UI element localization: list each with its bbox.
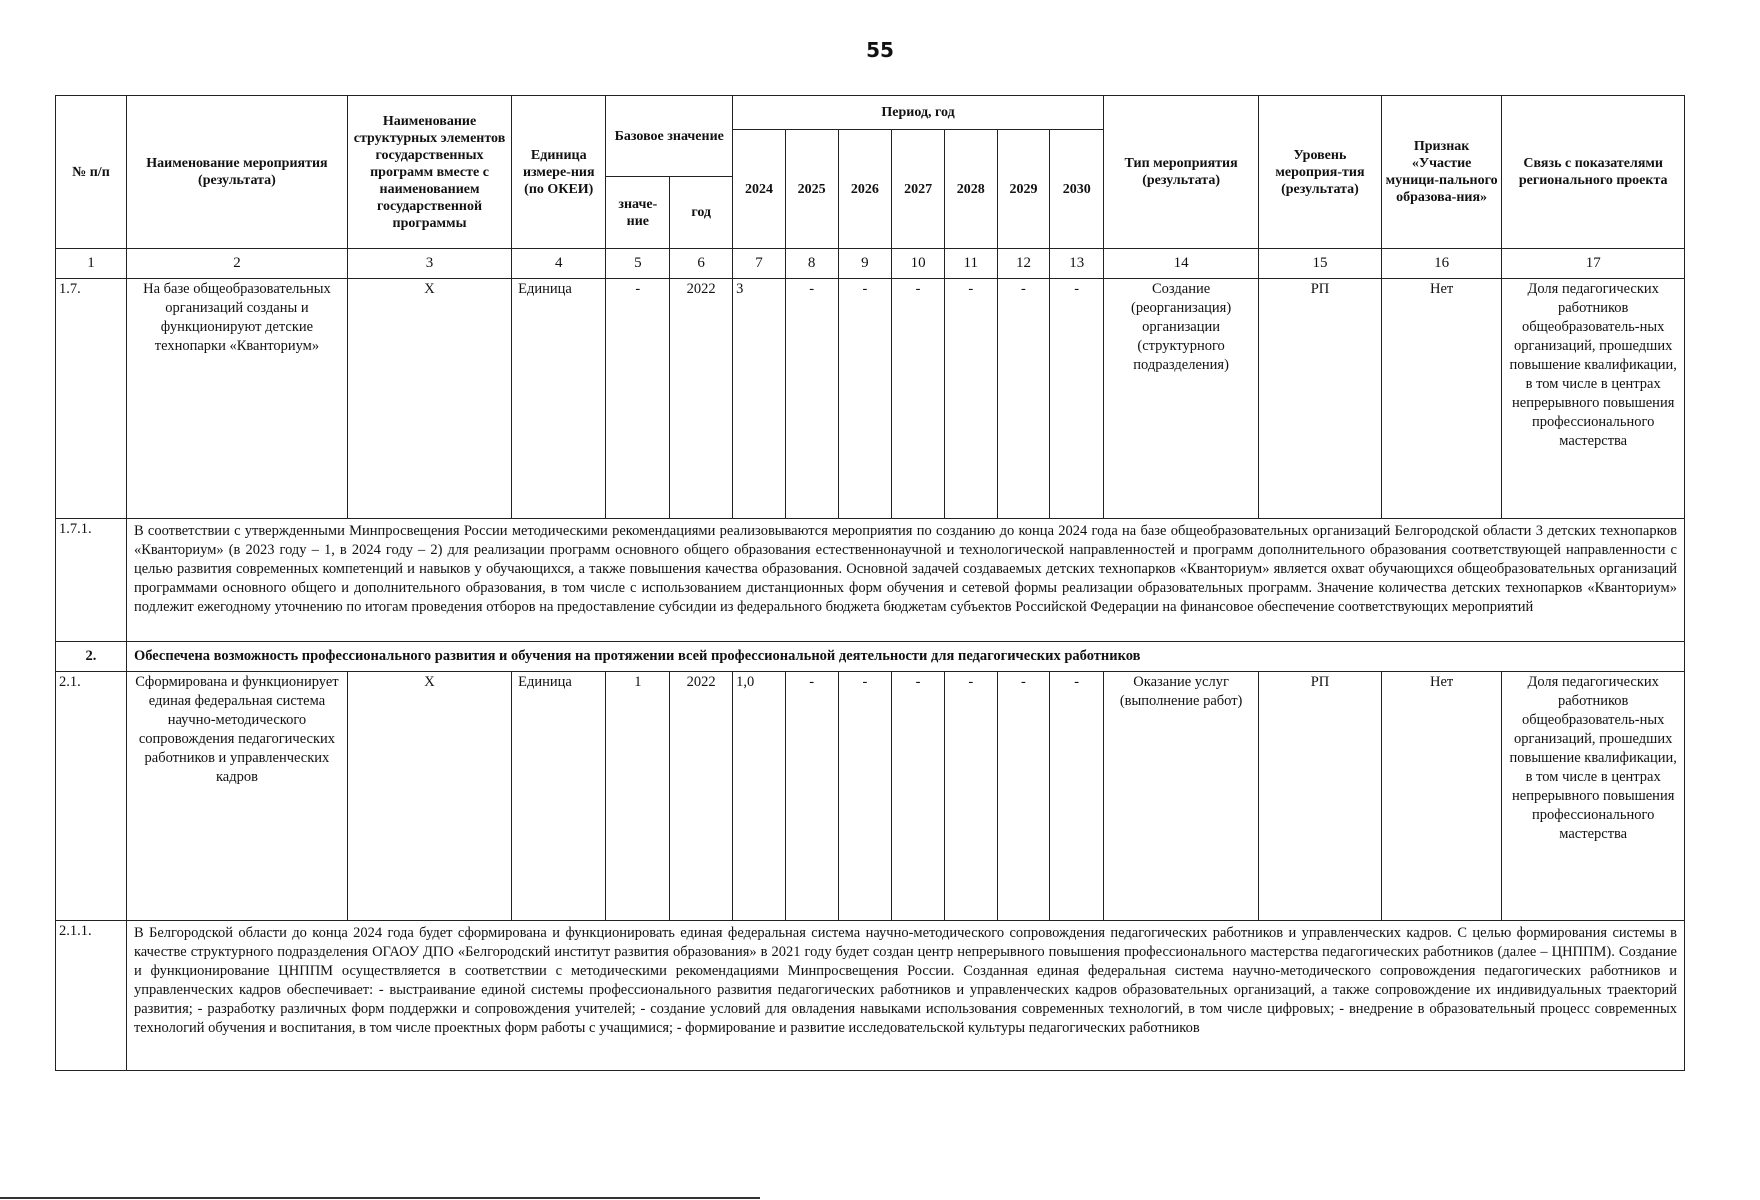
header-base-value: значе-ние: [606, 177, 670, 249]
header-year: 2026: [838, 130, 892, 249]
base-value-cell: 1: [606, 672, 670, 921]
level-cell: РП: [1259, 279, 1382, 519]
section-row-2: [56, 642, 1685, 672]
header-link: Связь с показателями регионального проекта: [1502, 96, 1685, 249]
column-number: 10: [892, 249, 945, 279]
column-number: 16: [1381, 249, 1502, 279]
base-year-cell: 2022: [670, 672, 733, 921]
table-row-1-7: [56, 279, 1685, 519]
column-number: 11: [944, 249, 997, 279]
year-value-cell: 1,0: [733, 672, 786, 921]
header-elements: Наименование структурных элементов государственных программ вместе с наименованием государственной программы: [347, 96, 511, 249]
activity-name: Сформирована и функционирует единая федеральная система научно-методического сопровождения педагогических работников и управленческих кадров: [126, 672, 347, 921]
column-number: 15: [1259, 249, 1382, 279]
year-value-cell: -: [892, 672, 945, 921]
header-num: № п/п: [56, 96, 127, 249]
column-number: 7: [733, 249, 786, 279]
column-number: 4: [512, 249, 606, 279]
column-number: 3: [347, 249, 511, 279]
column-number: 12: [997, 249, 1050, 279]
header-year: 2024: [733, 130, 786, 249]
table-row-2-1-1: [56, 921, 1685, 1071]
year-value-cell: -: [785, 279, 838, 519]
year-value-cell: -: [838, 279, 892, 519]
row-number: 2.1.1.: [56, 921, 127, 1071]
year-value-cell: -: [944, 672, 997, 921]
table-row-2-1: [56, 672, 1685, 921]
base-value-cell: -: [606, 279, 670, 519]
link-cell: Доля педагогических работников общеобразователь-ных организаций, прошедших повышение квалификации, в том числе в центрах непрерывного повышения профессионального мастерства: [1502, 279, 1685, 519]
header-municipal: Признак «Участие муници-пального образова-ния»: [1381, 96, 1502, 249]
column-number: 17: [1502, 249, 1685, 279]
column-number: 13: [1050, 249, 1104, 279]
year-value-cell: -: [997, 279, 1050, 519]
link-cell: Доля педагогических работников общеобразователь-ных организаций, прошедших повышение квалификации, в том числе в центрах непрерывного повышения профессионального мастерства: [1502, 672, 1685, 921]
year-value-cell: -: [785, 672, 838, 921]
row-number: 2.1.: [56, 672, 127, 921]
column-number-row: [56, 249, 1685, 279]
header-unit: Единица измере-ния (по ОКЕИ): [512, 96, 606, 249]
column-number: 9: [838, 249, 892, 279]
year-value-cell: -: [838, 672, 892, 921]
header-base: Базовое значение: [606, 96, 733, 177]
row-number: 1.7.: [56, 279, 127, 519]
header-year: 2028: [944, 130, 997, 249]
type-cell: Создание (реорганизация) организации (структурного подразделения): [1104, 279, 1259, 519]
column-number: 1: [56, 249, 127, 279]
base-year-cell: 2022: [670, 279, 733, 519]
page-number: 55: [866, 38, 894, 62]
header-base-year: год: [670, 177, 733, 249]
description-text: В соответствии с утвержденными Минпросвещения России методическими рекомендациями реализовываются мероприятия по созданию до конца 2024 года на базе общеобразовательных организаций Белгородской области 3 детских технопарков «Кванториум» (в 2023 году – 1, в 2024 году – 2) для реализации программ основного общего образования естественнонаучной и технологической направленностей и программ дополнительного образования соответствующей направленности с целью развития современных компетенций и навыков у обучающихся, а также повышения качества образования. Основной задачей создаваемых детских технопарков «Кванториум» является охват обучающихся общеобразовательных организаций программами основного общего и дополнительного образования, в том числе с использованием дистанционных форм обучения и сетевой формы реализации образовательных программ. Значение количества детских технопарков «Кванториум» подлежит ежегодному уточнению по итогам проведения отборов на предоставление субсидии из федерального бюджета бюджетам субъектов Российской Федерации на финансовое обеспечение соответствующих мероприятий: [126, 519, 1684, 642]
header-level: Уровень мероприя-тия (результата): [1259, 96, 1382, 249]
municipal-cell: Нет: [1381, 279, 1502, 519]
column-number: 2: [126, 249, 347, 279]
year-value-cell: -: [997, 672, 1050, 921]
year-value-cell: -: [1050, 672, 1104, 921]
section-number: 2.: [56, 642, 127, 672]
header-year: 2025: [785, 130, 838, 249]
bottom-rule: [0, 1197, 760, 1199]
elements-cell: X: [347, 672, 511, 921]
column-number: 5: [606, 249, 670, 279]
column-number: 6: [670, 249, 733, 279]
year-value-cell: -: [892, 279, 945, 519]
year-value-cell: -: [944, 279, 997, 519]
column-number: 14: [1104, 249, 1259, 279]
header-period: Период, год: [733, 96, 1104, 130]
activities-table: [55, 95, 1685, 1071]
header-year: 2030: [1050, 130, 1104, 249]
header-type: Тип мероприятия (результата): [1104, 96, 1259, 249]
year-value-cell: -: [1050, 279, 1104, 519]
table-row-1-7-1: [56, 519, 1685, 642]
year-value-cell: 3: [733, 279, 786, 519]
description-text: В Белгородской области до конца 2024 года будет сформирована и функционировать единая федеральная система научно-методического сопровождения педагогических работников и управленческих кадров. С целью формирования системы в качестве структурного подразделения ОГАОУ ДПО «Белгородский институт развития образования» в 2021 году будет создан центр непрерывного повышения профессионального мастерства педагогических работников (далее – ЦНППМ). Создание и функционирование ЦНППМ осуществляется в соответствии с методическими рекомендациями Минпросвещения России. Созданная единая федеральная система научно-методического сопровождения педагогических работников и управленческих кадров обеспечивает: - выстраивание единой системы профессионального развития педагогических работников и управленческих кадров образовательных организаций, а также сопровождение их индивидуальных траекторий развития; - разработку различных форм поддержки и сопровождения учителей; - создание условий для овладения навыками использования современных технологий, в том числе цифровых; - внедрение в образовательный процесс современных технологий обучения и воспитания, в том числе проектных форм работы с учащимися; - формирование и развитие исследовательской культуры педагогических работников: [126, 921, 1684, 1071]
municipal-cell: Нет: [1381, 672, 1502, 921]
column-number: 8: [785, 249, 838, 279]
header-name: Наименование мероприятия (результата): [126, 96, 347, 249]
type-cell: Оказание услуг (выполнение работ): [1104, 672, 1259, 921]
unit-cell: Единица: [512, 279, 606, 519]
level-cell: РП: [1259, 672, 1382, 921]
elements-cell: X: [347, 279, 511, 519]
unit-cell: Единица: [512, 672, 606, 921]
row-number: 1.7.1.: [56, 519, 127, 642]
header-year: 2027: [892, 130, 945, 249]
section-title: Обеспечена возможность профессионального развития и обучения на протяжении всей профессиональной деятельности для педагогических работников: [126, 642, 1684, 672]
activity-name: На базе общеобразовательных организаций созданы и функционируют детские технопарки «Кванториум»: [126, 279, 347, 519]
header-year: 2029: [997, 130, 1050, 249]
